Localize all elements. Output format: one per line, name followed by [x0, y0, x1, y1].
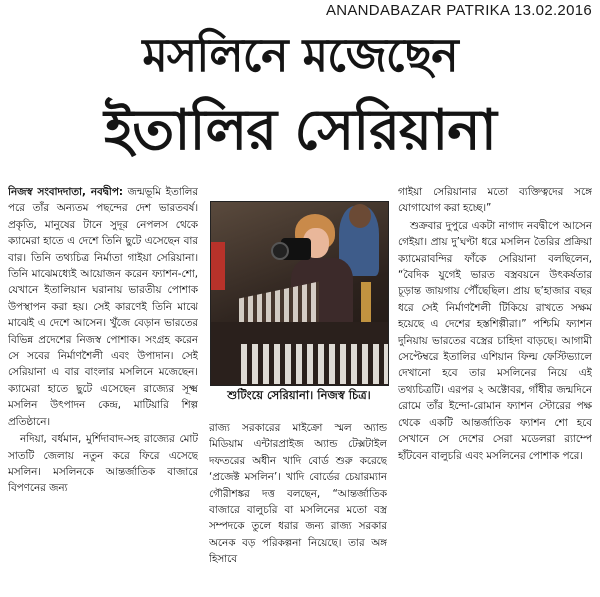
article-column-1 [8, 184, 198, 592]
photo-caption: শুটিংয়ে সেরিয়ানা। নিজস্ব চিত্র। [227, 388, 371, 402]
headline-line-1: মসলিনে মজেছেন [142, 28, 458, 82]
article-photo [210, 201, 389, 386]
column3-paragraph-1: গাইয়া সেরিয়ানার মতো ব্যক্তিত্বদের সঙ্গে যোগাযোগ করা হচ্ছে।” [398, 186, 592, 215]
column1-paragraph-2: নদিয়া, বর্ধমান, মুর্শিদাবাদ-সহ রাজ্যের মোট সাতটি জেলায় নতুন করে ফিরে এসেছে মসলিন। মসলিনকে আন্তর্জাতিক বাজারে বিপণনের জন্য [8, 433, 198, 495]
article-column-2 [209, 420, 387, 592]
article-column-3 [398, 184, 592, 592]
byline: নিজস্ব সংবাদদাতা, নবদ্বীপ: [8, 186, 123, 198]
newspaper-masthead-date: ANANDABAZAR PATRIKA 13.02.2016 [325, 2, 592, 19]
column3-paragraph-2: শুক্রবার দুপুরে একটা নাগাদ নবদ্বীপে আসেন গেইয়া। প্রায় দু’ঘণ্টা ধরে মসলিন তৈরির প্রক্রিয়া ক্যামেরাবন্দির ফাঁকে সেরিয়ানা বলছিলেন, “বৈদিক যুগেই ভারত বস্ত্রবয়নে উৎকর্ষতার চূড়ান্ত জায়গায় পৌঁছেছিল। প্রায় ছ’হাজার বছর ধরে সেই নির্মাণশৈলী টিকিয়ে রাখতে সক্ষম হয়েছে এ দেশের হস্তশিল্পীরা।” পশ্চিমি ফ্যাশন দুনিয়ায় ভারতের বস্ত্রের চাহিদা বাড়ছে। আগামী সেপ্টেম্বরে ইতালির এশিয়ান ফিল্ম ফেস্টিভ্যালে দেখানো হবে তার মসলিনের নিয়ে এই তথ্যচিত্রটি। এরপর ২ অক্টোবর, গাঁধীর জন্মদিনে রোমে তাঁর ইন্দো-রোমান ফ্যাশন স্টোরের পক্ষ থেকে একটি আন্তর্জাতিক ফ্যাশন শো হবে সেখানে সে দেশের সেরা মডেলরা র‍্যাম্পে হাঁটবেন বালুচরি এবং মসলিনের পোশাক পরে। [398, 219, 592, 462]
column1-paragraph-1: জন্মভূমি ইতালির পরে তাঁর অন্যতম পছন্দের দেশ ভারতবর্ষ। প্রকৃতি, মানুষের টানে সুদূর নেপলস থেকে ক্যামেরা হাতে এ দেশে তিনি ছুটে এসেছেন বার বার। তিনি তথ্যচিত্র নির্মাতা গাইয়া সেরিয়ানা। তিনি মাঝেমধ্যেই আয়োজন করেন ফ্যাশন-শো, যেখানে ইতালিয়ান ঘরানায় ভারতীয় পোশাক উপস্থাপন করা হয়। সেই কারণেই তিনি মাঝে মাঝেই এ দেশে আসেন। খুঁজে বেড়ান ভারতের বিভিন্ন প্রদেশের নিজস্ব পোশাক। সংগ্রহ করেন সে সবের নির্মাণশৈলী এবং উপাদান। সেই সেরিয়ানা এ বার বাংলার মসলিনে মজেছেন। ক্যামেরা হাতে ছুটে এসেছেন রাজ্যের সূক্ষ্ম মসলিন উৎপাদন কেন্দ্র, মাটিয়ারি শিল্প প্রতিষ্ঠানে। [8, 186, 198, 428]
column2-paragraph-1: রাজ্য সরকারের মাইক্রো স্মল অ্যান্ড মিডিয়াম এন্টারপ্রাইজ অ্যান্ড টেক্সটাইল দফতরের অধীন খাদি বোর্ড শুরু করেছে ‘প্রজেক্ট মসলিন’। খাদি বোর্ডের চেয়ারম্যান গৌরীশঙ্কর দত্ত বলছেন, “আন্তর্জাতিক বাজারে বালুচরি বা মসলিনের মতো বস্ত্র সম্পদকে তুলে ধরার জন্য রাজ্য সরকার অনেক বড় পরিকল্পনা নিয়েছে। তার অঙ্গ হিসাবে [209, 422, 387, 566]
headline-line-2: ইতালির সেরিয়ানা [104, 98, 496, 163]
